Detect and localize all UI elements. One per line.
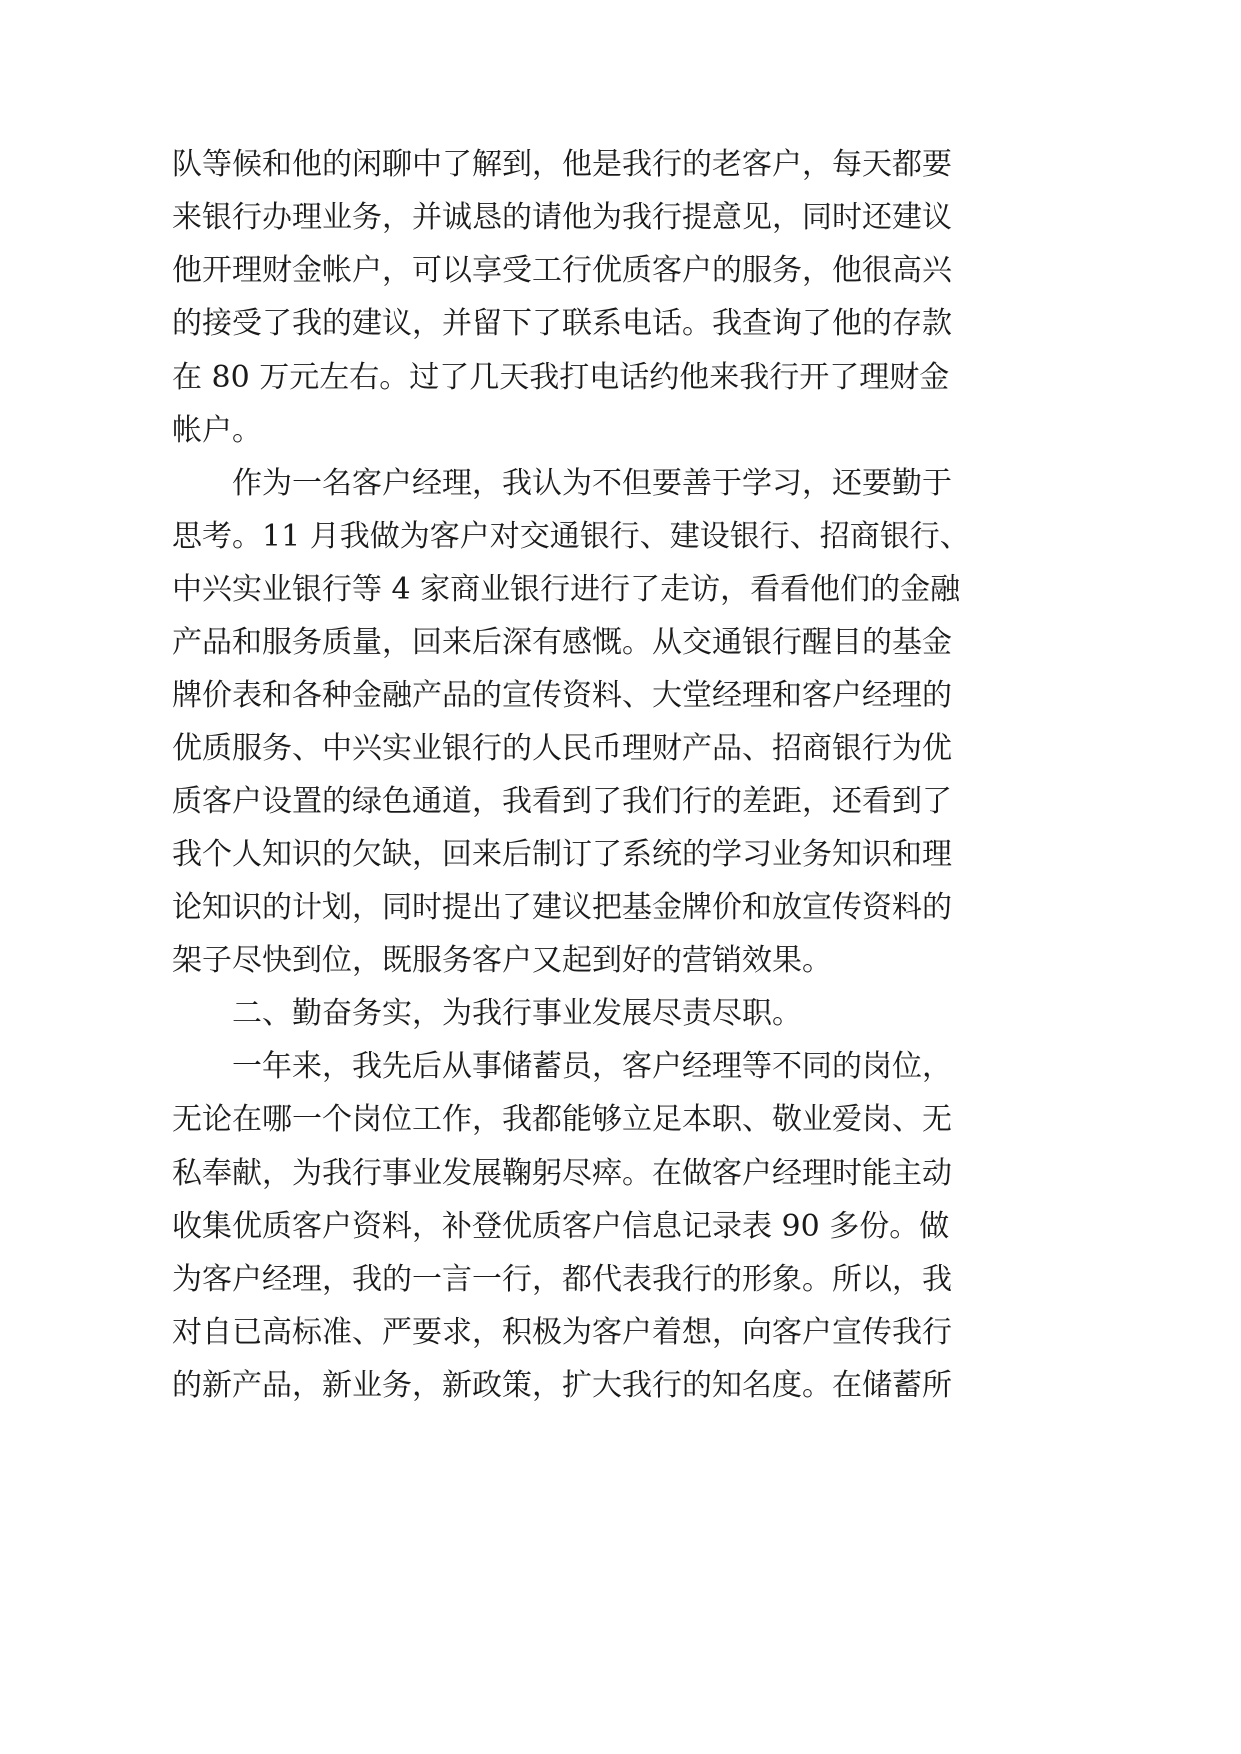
text-line [0, 719, 1241, 779]
text-line [0, 931, 1241, 991]
line-text: 的新产品，新业务，新政策，扩大我行的知名度。在储蓄所 [172, 1368, 952, 1403]
line-text: 一年来，我先后从事储蓄员，客户经理等不同的岗位， [232, 1049, 952, 1084]
text-line [0, 613, 1241, 673]
line-text: 思考。11 月我做为客户对交通银行、建设银行、招商银行、 [172, 519, 970, 554]
line-text: 产品和服务质量，回来后深有感慨。从交通银行醒目的基金 [172, 625, 952, 660]
line-text: 帐户。 [172, 413, 262, 448]
text-line [0, 772, 1241, 832]
line-text: 对自已高标准、严要求，积极为客户着想，向客户宣传我行 [172, 1315, 952, 1350]
text-line [0, 666, 1241, 726]
line-text: 来银行办理业务，并诚恳的请他为我行提意见，同时还建议 [172, 200, 952, 235]
text-line [0, 188, 1241, 248]
text-line [0, 1037, 1241, 1097]
line-text: 收集优质客户资料，补登优质客户信息记录表 90 多份。做 [172, 1209, 950, 1244]
line-text: 为客户经理，我的一言一行，都代表我行的形象。所以，我 [172, 1262, 952, 1297]
line-text: 论知识的计划，同时提出了建议把基金牌价和放宣传资料的 [172, 890, 952, 925]
line-text: 优质服务、中兴实业银行的人民币理财产品、招商银行为优 [172, 731, 952, 766]
section-heading [0, 984, 1241, 1044]
line-text: 作为一名客户经理，我认为不但要善于学习，还要勤于 [232, 466, 952, 501]
text-line [0, 1250, 1241, 1310]
text-line [0, 1356, 1241, 1416]
line-text: 他开理财金帐户，可以享受工行优质客户的服务，他很高兴 [172, 253, 952, 288]
line-text: 无论在哪一个岗位工作，我都能够立足本职、敬业爱岗、无 [172, 1102, 952, 1137]
text-line [0, 135, 1241, 195]
text-line [0, 294, 1241, 354]
text-line [0, 401, 1241, 461]
text-line [0, 507, 1241, 567]
text-line [0, 825, 1241, 885]
text-line [0, 560, 1241, 620]
line-text: 牌价表和各种金融产品的宣传资料、大堂经理和客户经理的 [172, 678, 952, 713]
line-text: 二、勤奋务实，为我行事业发展尽责尽职。 [232, 996, 802, 1031]
text-line [0, 1197, 1241, 1257]
line-text: 的接受了我的建议，并留下了联系电话。我查询了他的存款 [172, 306, 952, 341]
text-line [0, 1144, 1241, 1204]
text-line [0, 1090, 1241, 1150]
text-line [0, 878, 1241, 938]
line-text: 我个人知识的欠缺，回来后制订了系统的学习业务知识和理 [172, 837, 952, 872]
text-line [0, 348, 1241, 408]
text-line [0, 454, 1241, 514]
line-text: 在 80 万元左右。过了几天我打电话约他来我行开了理财金 [172, 360, 950, 395]
text-line [0, 241, 1241, 301]
line-text: 队等候和他的闲聊中了解到，他是我行的老客户，每天都要 [172, 147, 952, 182]
line-text: 架子尽快到位，既服务客户又起到好的营销效果。 [172, 943, 832, 978]
text-line [0, 1303, 1241, 1363]
line-text: 质客户设置的绿色通道，我看到了我们行的差距，还看到了 [172, 784, 952, 819]
line-text: 私奉献，为我行事业发展鞠躬尽瘁。在做客户经理时能主动 [172, 1156, 952, 1191]
line-text: 中兴实业银行等 4 家商业银行进行了走访，看看他们的金融 [172, 572, 961, 607]
